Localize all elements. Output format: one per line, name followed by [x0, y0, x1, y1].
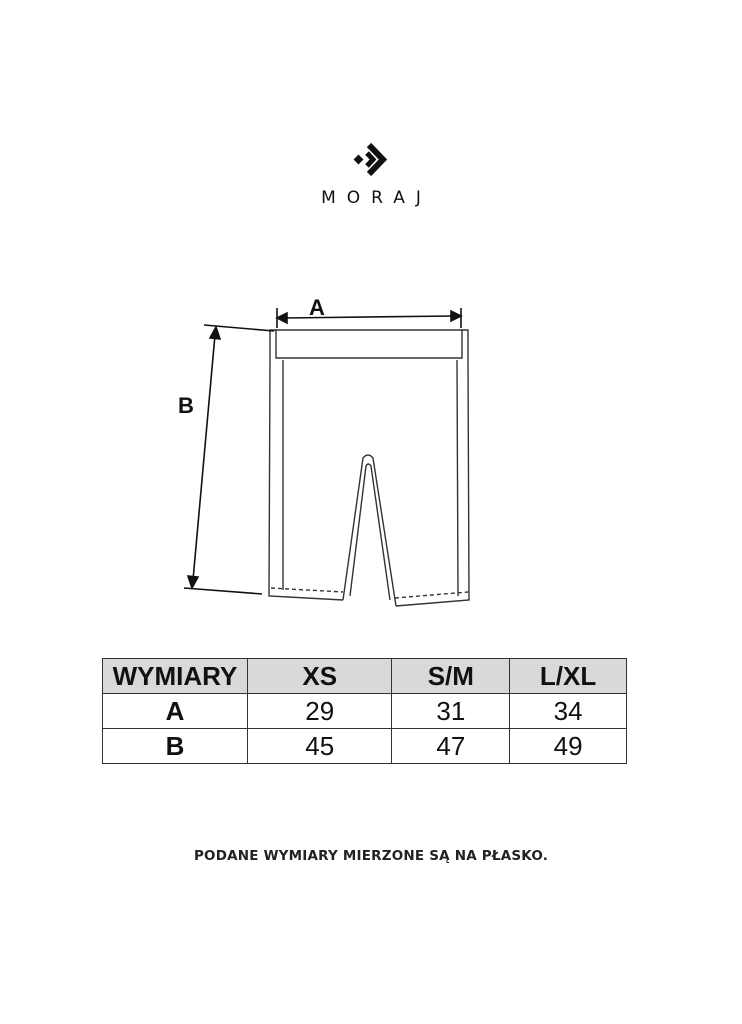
table-row: [103, 729, 627, 764]
measurement-note: PODANE WYMIARY MIERZONE SĄ NA PŁASKO.: [193, 848, 549, 864]
table-cell: 31: [392, 694, 510, 729]
table-cell: 45: [247, 729, 392, 764]
table-header-cell: WYMIARY: [103, 659, 248, 694]
table-row-label: A: [103, 694, 248, 729]
table-cell: 49: [510, 729, 627, 764]
table-header-row: [103, 659, 627, 694]
table-header-cell: L/XL: [510, 659, 627, 694]
table-header-cell: XS: [247, 659, 392, 694]
dimension-a-label: A: [309, 295, 325, 320]
table-header-cell: S/M: [392, 659, 510, 694]
table-row: [103, 694, 627, 729]
table-cell: 29: [247, 694, 392, 729]
table-cell: 34: [510, 694, 627, 729]
dimension-b-label: B: [178, 393, 194, 418]
table-row-label: B: [103, 729, 248, 764]
size-table: [102, 658, 627, 764]
table-cell: 47: [392, 729, 510, 764]
brand-name: MORAJ: [321, 188, 432, 208]
